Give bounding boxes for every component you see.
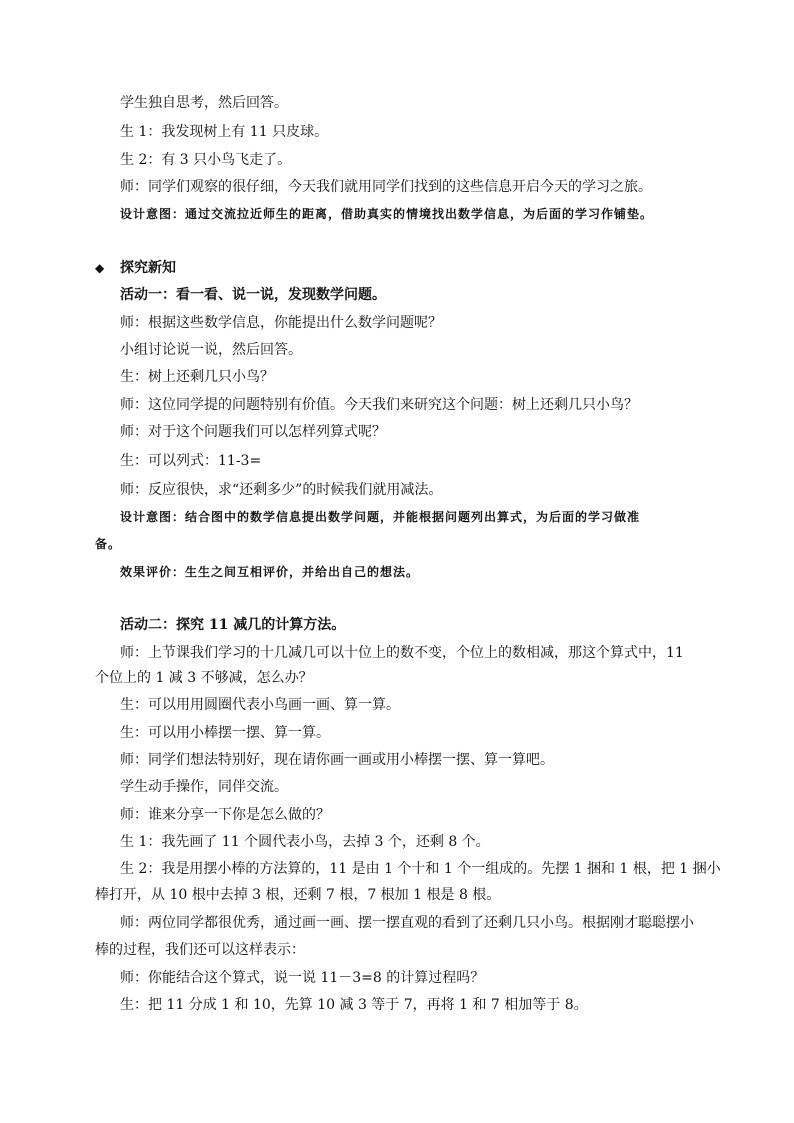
intro-line-1: 学生独自思考，然后回答。 <box>120 95 288 111</box>
design-intent-note-2a: 设计意图：结合图中的数学信息提出数学问题，并能根据问题列出算式，为后面的学习做准 <box>120 510 641 524</box>
section-title: 探究新知 <box>120 260 176 276</box>
activity2-line-3: 生：可以用小棒摆一摆、算一算。 <box>120 725 330 741</box>
design-intent-note-1: 设计意图：通过交流拉近师生的距离，借助真实的情境找出数学信息，为后面的学习作铺垫。 <box>120 207 654 221</box>
activity2-line-5: 学生动手操作，同伴交流。 <box>120 779 288 795</box>
activity2-title: 活动二：探究 11 减几的计算方法。 <box>120 617 346 633</box>
activity1-line-6: 生：可以列式：11-3= <box>120 453 262 469</box>
activity2-line-1b: 个位上的 1 减 3 不够减，怎么办？ <box>95 670 313 686</box>
activity1-title: 活动一：看一看、说一说，发现数学问题。 <box>120 287 386 303</box>
activity1-line-2: 小组讨论说一说，然后回答。 <box>120 342 302 358</box>
activity1-line-5: 师：对于这个问题我们可以怎样列算式呢？ <box>120 424 386 440</box>
activity2-line-6: 师：谁来分享一下你是怎么做的？ <box>120 807 330 823</box>
design-intent-note-2b: 备。 <box>95 537 122 551</box>
intro-line-4: 师：同学们观察的很仔细，今天我们就用同学们找到的这些信息开启今天的学习之旅。 <box>120 179 652 195</box>
activity2-line-1a: 师：上节课我们学习的十几减几可以十位上的数不变，个位上的数相减，那这个算式中，11 <box>120 645 684 661</box>
activity1-line-3: 生：树上还剩几只小鸟？ <box>120 369 274 385</box>
activity2-line-8a: 生 2：我是用摆小棒的方法算的，11 是由 1 个十和 1 个一组成的。先摆 1 捆和 1 根，把 1 捆小 <box>120 861 721 877</box>
activity2-line-10: 师：你能结合这个算式，说一说 11－3=8 的计算过程吗？ <box>120 970 485 986</box>
section-bullet-icon: ◆ <box>95 261 105 275</box>
activity1-line-7: 师：反应很快，求“还剩多少”的时候我们就用减法。 <box>120 482 443 498</box>
activity2-line-8b: 棒打开，从 10 根中去掉 3 根，还剩 7 根，7 根加 1 根是 8 根。 <box>95 887 501 903</box>
activity2-line-2: 生：可以用用圆圈代表小鸟画一画、算一算。 <box>120 697 400 713</box>
activity1-line-1: 师：根据这些数学信息，你能提出什么数学问题呢？ <box>120 315 442 331</box>
activity1-line-4: 师：这位同学提的问题特别有价值。今天我们来研究这个问题：树上还剩几只小鸟？ <box>120 397 638 413</box>
activity2-line-4: 师：同学们想法特别好，现在请你画一画或用小棒摆一摆、算一算吧。 <box>120 752 554 768</box>
effect-evaluation-note: 效果评价：生生之间互相评价，并给出自己的想法。 <box>120 565 420 579</box>
activity2-line-11: 生：把 11 分成 1 和 10，先算 10 减 3 等于 7，再将 1 和 7 相加等于 8。 <box>120 997 588 1013</box>
activity2-line-9b: 棒的过程，我们还可以这样表示： <box>95 942 305 958</box>
activity2-line-9a: 师：两位同学都很优秀，通过画一画、摆一摆直观的看到了还剩几只小鸟。根据刚才聪聪摆小 <box>120 915 694 931</box>
activity2-line-7: 生 1：我先画了 11 个圆代表小鸟，去掉 3 个，还剩 8 个。 <box>120 834 490 850</box>
intro-line-3: 生 2：有 3 只小鸟飞走了。 <box>120 152 292 168</box>
intro-line-2: 生 1：我发现树上有 11 只皮球。 <box>120 124 329 140</box>
